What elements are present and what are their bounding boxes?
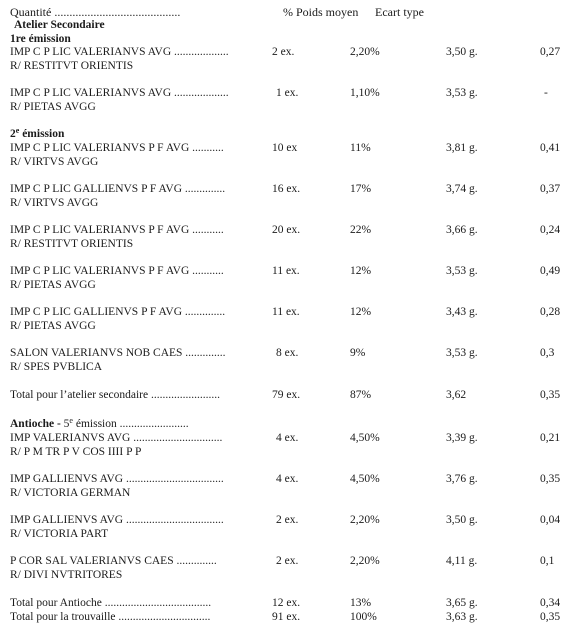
table-row <box>0 86 582 100</box>
table-row <box>0 182 582 196</box>
quantity: 11 ex. <box>272 306 300 318</box>
legend-obverse: IMP C P LIC VALERIANVS AVG ................... <box>10 87 229 99</box>
table-row-reverse <box>0 59 582 73</box>
table-row <box>0 141 582 155</box>
mean-weight: 3,43 g. <box>446 306 478 318</box>
table-row-reverse <box>0 568 582 582</box>
total-row-atelier <box>0 388 582 402</box>
legend-reverse: R/ P M TR P V COS IIII P P <box>10 446 142 458</box>
total-row-antioche <box>0 596 582 610</box>
quantity: 2 ex. <box>276 514 299 526</box>
percent: 22% <box>350 224 372 236</box>
table-row-reverse <box>0 319 582 333</box>
legend-reverse: R/ VIRTVS AVGG <box>10 197 99 209</box>
percent: 1,10% <box>350 87 380 99</box>
std-deviation: - <box>544 87 548 99</box>
table-row-reverse <box>0 360 582 374</box>
percent: 2,20% <box>350 514 380 526</box>
std-deviation: 0,35 <box>540 611 561 623</box>
table-row-reverse <box>0 486 582 500</box>
table-row-reverse <box>0 237 582 251</box>
legend-obverse: IMP GALLIENVS AVG .................................. <box>10 473 224 485</box>
total-label: Total pour l’atelier secondaire ........................ <box>10 389 220 401</box>
header-ecart-type: Ecart type <box>375 5 424 19</box>
table-row <box>0 554 582 568</box>
mean-weight: 4,11 g. <box>446 555 478 567</box>
percent: 12% <box>350 306 372 318</box>
table-row-reverse <box>0 445 582 459</box>
legend-obverse: IMP C P LIC VALERIANVS P F AVG ........... <box>10 142 224 154</box>
legend-reverse: R/ RESTITVT ORIENTIS <box>10 60 134 72</box>
total-label: Total pour la trouvaille ................................ <box>10 611 211 623</box>
section-antioche: Antioche - 5e émission ........................ <box>10 416 189 430</box>
legend-reverse: R/ PIETAS AVGG <box>10 101 96 113</box>
table-row <box>0 264 582 278</box>
table-row <box>0 346 582 360</box>
std-deviation: 0,24 <box>540 224 561 236</box>
std-deviation: 0,1 <box>540 555 555 567</box>
section-emission-1: 1re émission <box>10 33 71 45</box>
legend-reverse: R/ SPES PVBLICA <box>10 361 103 373</box>
percent: 13% <box>350 597 372 609</box>
std-deviation: 0,28 <box>540 306 561 318</box>
section-atelier-secondaire: Atelier Secondaire <box>14 19 105 31</box>
mean-weight: 3,53 g. <box>446 87 478 99</box>
legend-obverse: IMP C P LIC GALLIENVS P F AVG .............. <box>10 183 226 195</box>
table-row <box>0 45 582 59</box>
quantity: 1 ex. <box>276 87 299 99</box>
section-emission-2: 2e émission <box>10 126 65 140</box>
mean-weight: 3,63 g. <box>446 611 478 623</box>
table-row-reverse <box>0 527 582 541</box>
table-row <box>0 223 582 237</box>
mean-weight: 3,66 g. <box>446 224 478 236</box>
header-poids-moyen: % Poids moyen <box>283 5 359 19</box>
legend-obverse: IMP C P LIC VALERIANVS P F AVG ........... <box>10 265 224 277</box>
quantity: 11 ex. <box>272 265 300 277</box>
mean-weight: 3,50 g. <box>446 46 478 58</box>
mean-weight: 3,65 g. <box>446 597 478 609</box>
percent: 87% <box>350 389 372 401</box>
quantity: 16 ex. <box>272 183 301 195</box>
table-row-reverse <box>0 278 582 292</box>
percent: 2,20% <box>350 46 380 58</box>
quantity: 4 ex. <box>276 432 299 444</box>
percent: 4,50% <box>350 473 380 485</box>
std-deviation: 0,34 <box>540 597 561 609</box>
legend-obverse: SALON VALERIANVS NOB CAES .............. <box>10 347 226 359</box>
quantity: 10 ex <box>272 142 298 154</box>
table-row <box>0 431 582 445</box>
legend-obverse: IMP C P LIC VALERIANVS AVG ................... <box>10 46 229 58</box>
table-row <box>0 305 582 319</box>
legend-reverse: R/ PIETAS AVGG <box>10 279 96 291</box>
quantity: 91 ex. <box>272 611 301 623</box>
std-deviation: 0,49 <box>540 265 561 277</box>
std-deviation: 0,35 <box>540 473 561 485</box>
percent: 11% <box>350 142 371 154</box>
quantity: 2 ex. <box>272 46 295 58</box>
total-row-trouvaille <box>0 610 582 624</box>
table-row <box>0 513 582 527</box>
legend-reverse: R/ VIRTVS AVGG <box>10 156 99 168</box>
std-deviation: 0,27 <box>540 46 561 58</box>
legend-obverse: IMP VALERIANVS AVG ............................... <box>10 432 223 444</box>
quantity: 4 ex. <box>276 473 299 485</box>
mean-weight: 3,62 <box>446 389 467 401</box>
mean-weight: 3,76 g. <box>446 473 478 485</box>
legend-obverse: IMP GALLIENVS AVG .................................. <box>10 514 224 526</box>
header-quantite: Quantité .......................................... <box>10 5 181 19</box>
legend-reverse: R/ DIVI NVTRITORES <box>10 569 123 581</box>
percent: 4,50% <box>350 432 380 444</box>
mean-weight: 3,53 g. <box>446 347 478 359</box>
legend-obverse: IMP C P LIC GALLIENVS P F AVG .............. <box>10 306 226 318</box>
mean-weight: 3,50 g. <box>446 514 478 526</box>
quantity: 79 ex. <box>272 389 301 401</box>
legend-obverse: P COR SAL VALERIANVS CAES .............. <box>10 555 217 567</box>
legend-reverse: R/ VICTORIA GERMAN <box>10 487 131 499</box>
percent: 9% <box>350 347 366 359</box>
mean-weight: 3,81 g. <box>446 142 478 154</box>
quantity: 20 ex. <box>272 224 301 236</box>
percent: 2,20% <box>350 555 380 567</box>
table-row <box>0 472 582 486</box>
mean-weight: 3,39 g. <box>446 432 478 444</box>
legend-reverse: R/ PIETAS AVGG <box>10 320 96 332</box>
std-deviation: 0,41 <box>540 142 561 154</box>
legend-reverse: R/ RESTITVT ORIENTIS <box>10 238 134 250</box>
std-deviation: 0,35 <box>540 389 561 401</box>
mean-weight: 3,74 g. <box>446 183 478 195</box>
total-label: Total pour Antioche ..................................... <box>10 597 212 609</box>
mean-weight: 3,53 g. <box>446 265 478 277</box>
legend-obverse: IMP C P LIC VALERIANVS P F AVG ........... <box>10 224 224 236</box>
std-deviation: 0,3 <box>540 347 555 359</box>
table-row-reverse <box>0 155 582 169</box>
quantity: 8 ex. <box>276 347 299 359</box>
quantity: 12 ex. <box>272 597 301 609</box>
table-row-reverse <box>0 100 582 114</box>
std-deviation: 0,04 <box>540 514 561 526</box>
percent: 12% <box>350 265 372 277</box>
percent: 17% <box>350 183 372 195</box>
legend-reverse: R/ VICTORIA PART <box>10 528 109 540</box>
quantity: 2 ex. <box>276 555 299 567</box>
percent: 100% <box>350 611 377 623</box>
std-deviation: 0,21 <box>540 432 561 444</box>
std-deviation: 0,37 <box>540 183 561 195</box>
table-row-reverse <box>0 196 582 210</box>
